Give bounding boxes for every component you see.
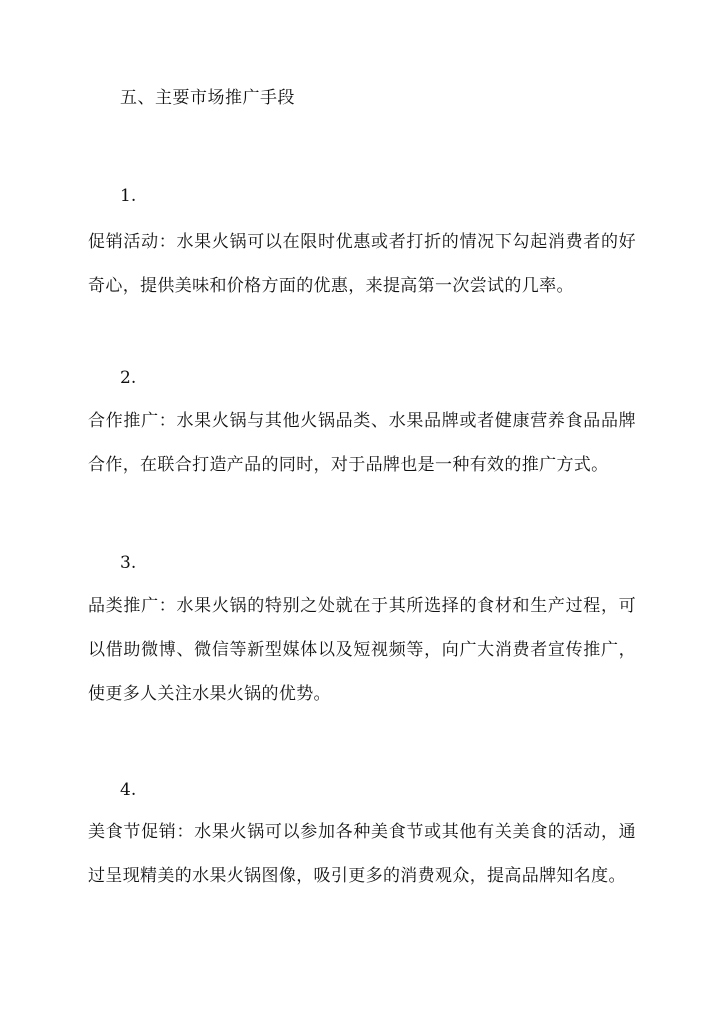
item-text-4: 美食节促销：水果火锅可以参加各种美食节或其他有关美食的活动，通过呈现精美的水果火锅图像，吸引更多的消费观众，提高品牌知名度。 bbox=[88, 822, 636, 886]
item-number-2: 2. bbox=[120, 368, 137, 388]
item-number-1: 1. bbox=[120, 186, 137, 206]
item-text-2: 合作推广：水果火锅与其他火锅品类、水果品牌或者健康营养食品品牌合作，在联合打造产品的同时，对于品牌也是一种有效的推广方式。 bbox=[88, 411, 636, 475]
item-text-3: 品类推广：水果火锅的特别之处就在于其所选择的食材和生产过程，可以借助微博、微信等新型媒体以及短视频等，向广大消费者宣传推广，使更多人关注水果火锅的优势。 bbox=[88, 596, 636, 704]
item-number-3: 3. bbox=[120, 553, 137, 573]
item-text-1: 促销活动：水果火锅可以在限时优惠或者打折的情况下勾起消费者的好奇心，提供美味和价格方面的优惠，来提高第一次尝试的几率。 bbox=[88, 232, 636, 296]
item-number-4: 4. bbox=[120, 780, 137, 800]
section-heading: 五、主要市场推广手段 bbox=[120, 88, 295, 108]
